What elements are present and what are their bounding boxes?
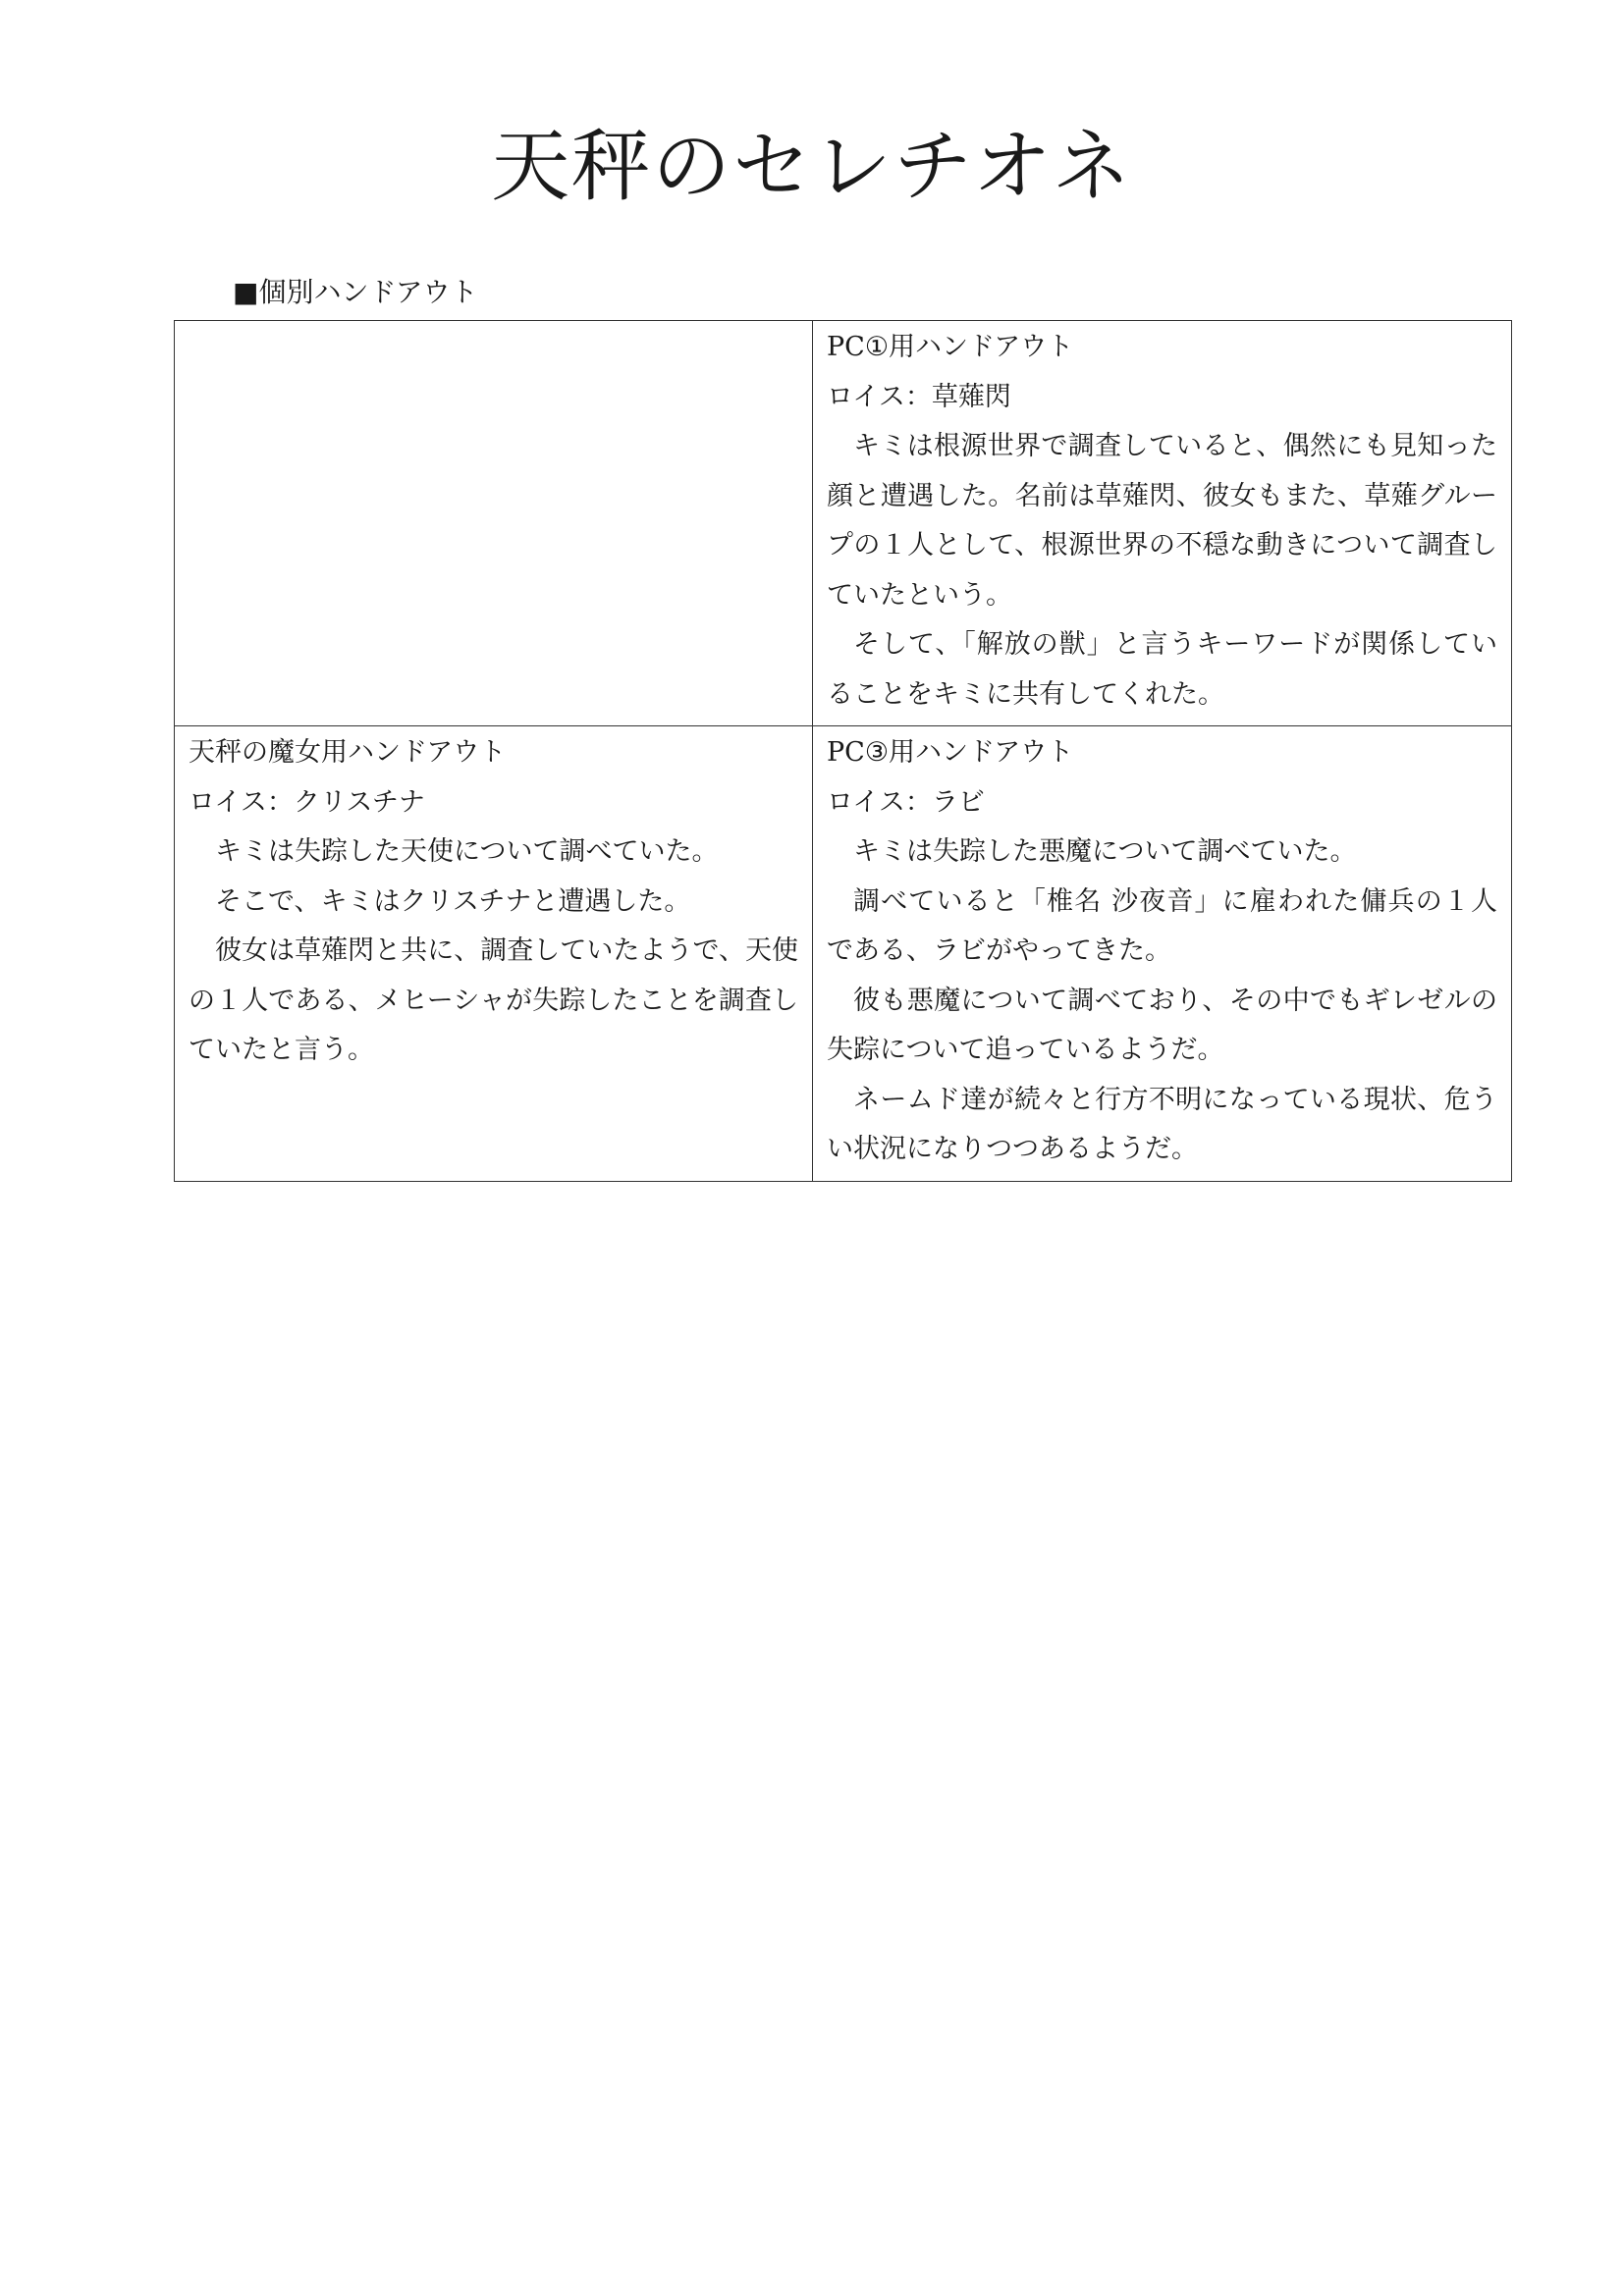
handout-heading: PC①用ハンドアウト — [827, 332, 1074, 362]
section-label: ■個別ハンドアウト — [233, 276, 478, 308]
handout-lois: ロイス：クリスチナ — [189, 786, 425, 818]
handout-lois: ロイス：ラビ — [827, 786, 985, 818]
handout-paragraph: 彼女は草薙閃と共に、調査していたようで、天使の１人である、メヒーシャが失踪したことを調査していたと言う。 — [189, 935, 798, 1065]
table-row — [175, 726, 1512, 1182]
table-row — [175, 321, 1512, 726]
handout-cell-witch — [175, 726, 813, 1182]
handout-paragraph: キミは失踪した天使について調べていた。 — [215, 836, 719, 867]
handout-table — [174, 320, 1512, 1182]
handout-paragraph: 調べていると「椎名 沙夜音」に雇われた傭兵の１人である、ラビがやってきた。 — [827, 885, 1497, 966]
handout-paragraph: そして、「解放の獣」と言うキーワードが関係していることをキミに共有してくれた。 — [827, 629, 1497, 710]
handout-paragraph: ネームド達が続々と行方不明になっている現状、危うい状況になりつつあるようだ。 — [827, 1084, 1497, 1164]
handout-paragraph: そこで、キミはクリスチナと遭遇した。 — [215, 885, 691, 917]
handout-cell-pc1 — [813, 321, 1512, 726]
handout-lois: ロイス：草薙閃 — [827, 381, 1011, 412]
handout-paragraph: キミは根源世界で調査していると、偶然にも見知った顔と遭遇した。名前は草薙閃、彼女もまた、草薙グループの１人として、根源世界の不穏な動きについて調査していたという。 — [827, 431, 1497, 611]
document-title: 天秤のセレチオネ — [491, 121, 1133, 212]
handout-paragraph: 彼も悪魔について調べており、その中でもギレゼルの失踪について追っているようだ。 — [827, 985, 1497, 1065]
handout-heading: PC③用ハンドアウト — [827, 737, 1074, 768]
handout-cell-pc3 — [813, 726, 1512, 1182]
handout-paragraph: キミは失踪した悪魔について調べていた。 — [853, 836, 1357, 867]
handout-cell-empty — [175, 321, 813, 726]
handout-heading: 天秤の魔女用ハンドアウト — [189, 737, 507, 768]
